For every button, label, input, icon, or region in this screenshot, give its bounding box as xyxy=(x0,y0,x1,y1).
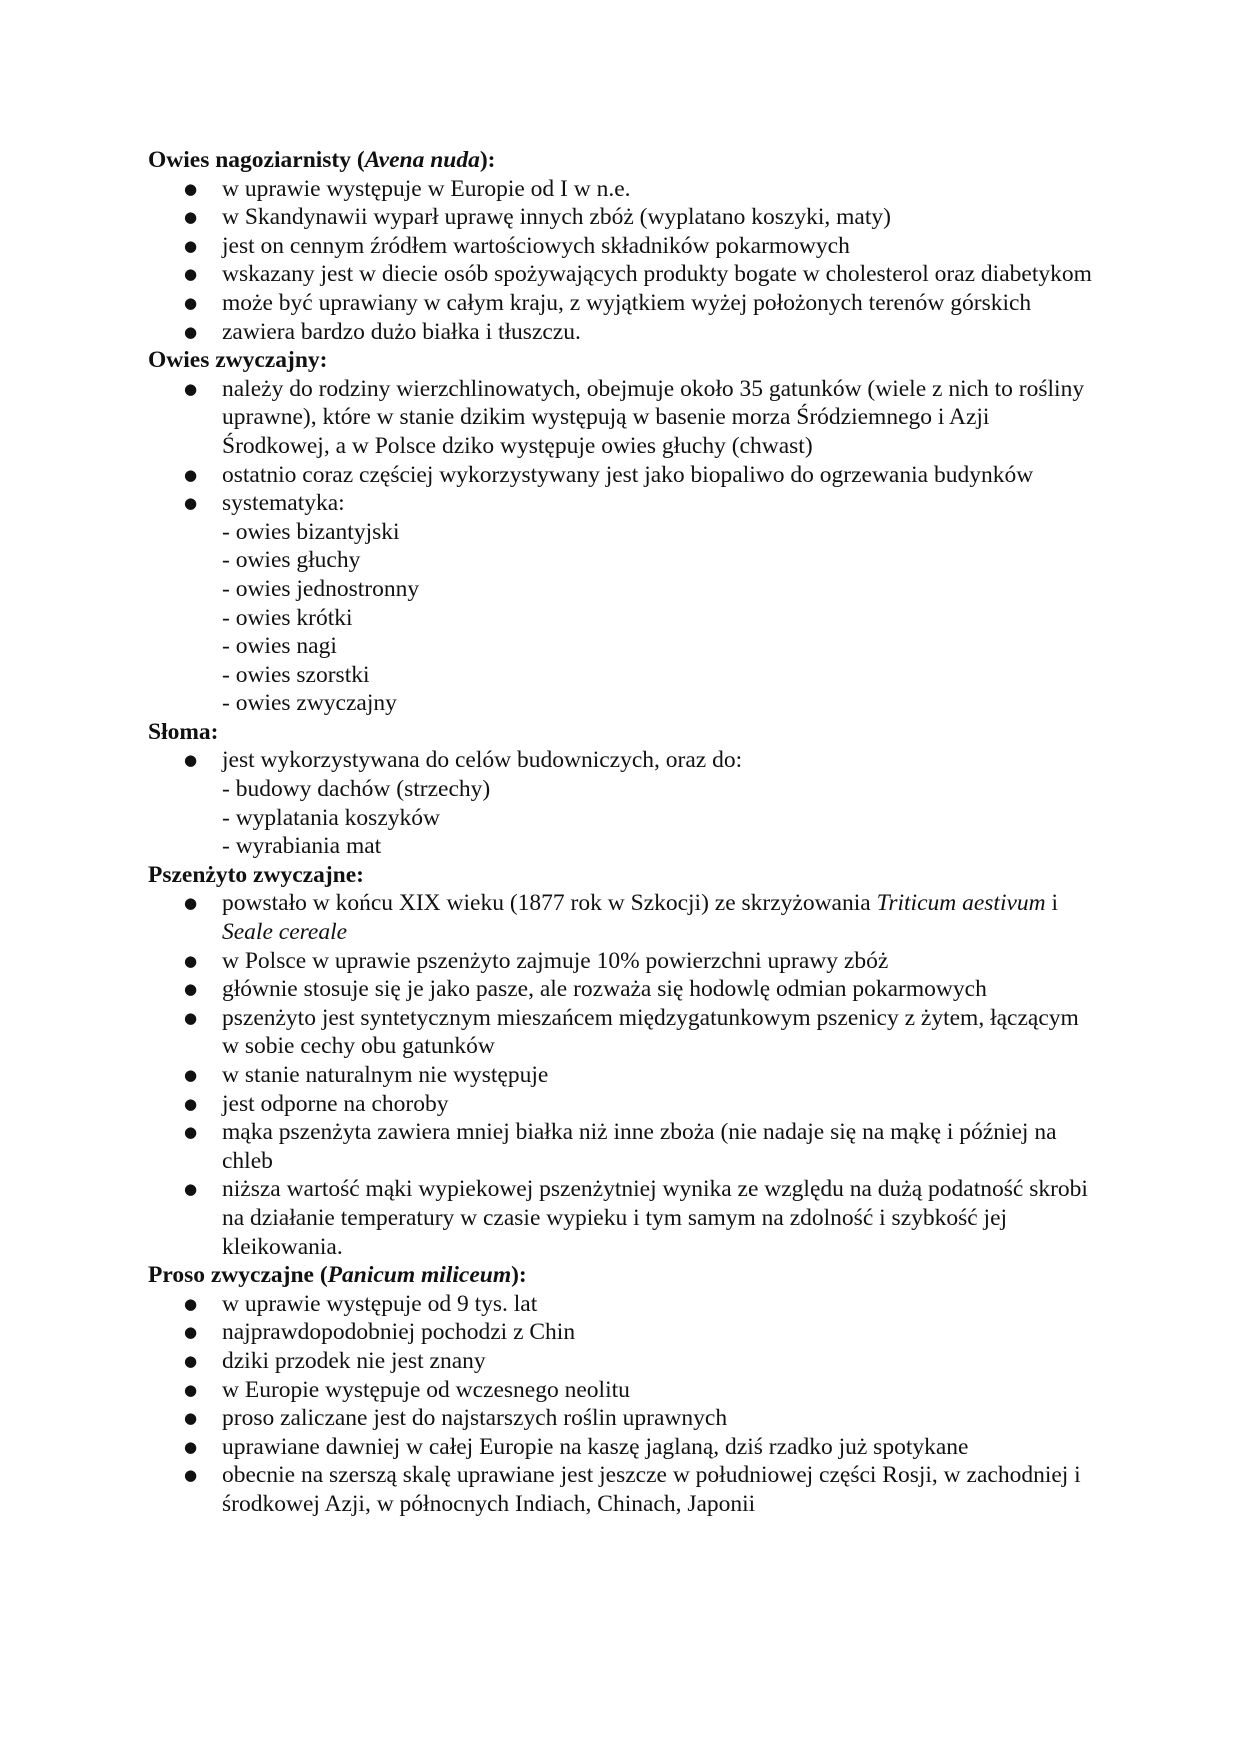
list-item: ● zawiera bardzo dużo białka i tłuszczu. xyxy=(148,318,1098,347)
sub-item: - owies jednostronny xyxy=(222,575,420,602)
list-item: ● pszenżyto jest syntetycznym mieszańcem międzygatunkowym pszenicy z żytem, łączącym w sobie cechy obu gatunków xyxy=(148,1004,1098,1061)
list-item: ● mąka pszenżyta zawiera mniej białka niż inne zboża (nie nadaje się na mąkę i później na chleb xyxy=(148,1118,1098,1175)
bullet-list-pszenzyto xyxy=(148,889,1098,1261)
sub-item: - owies szorstki xyxy=(222,661,370,688)
list-item: ● należy do rodziny wierzchlinowatych, obejmuje około 35 gatunków (wiele z nich to rośliny uprawne), które w stanie dzikim występują w basenie morza Śródziemnego i Azji Środkowej, a w Polsce dziko występuje owies głuchy (chwast) xyxy=(148,375,1098,461)
sub-item: - owies nagi xyxy=(222,633,337,660)
list-item: ● jest odporne na choroby xyxy=(148,1090,1098,1119)
list-item-systematyka xyxy=(148,489,1098,718)
sub-item: - owies bizantyjski xyxy=(222,518,400,545)
list-item: ● w uprawie występuje w Europie od I w n.e. xyxy=(148,175,1098,204)
section-heading-sloma: Słoma: xyxy=(148,718,219,745)
bullet-list-owies-zwyczajny xyxy=(148,375,1098,718)
section-heading-pszenzyto: Pszenżyto zwyczajne: xyxy=(148,861,364,888)
sub-item: - budowy dachów (strzechy) xyxy=(222,776,491,803)
list-item: ● w stanie naturalnym nie występuje xyxy=(148,1061,1098,1090)
list-item: ● w uprawie występuje od 9 tys. lat xyxy=(148,1290,1098,1319)
sub-item: - wyplatania koszyków xyxy=(222,804,440,831)
section-heading-owies-zwyczajny: Owies zwyczajny: xyxy=(148,347,328,374)
list-item: ● wskazany jest w diecie osób spożywających produkty bogate w cholesterol oraz diabetykom xyxy=(148,260,1098,289)
list-item: ● w Europie występuje od wczesnego neolitu xyxy=(148,1376,1098,1405)
list-item: ● ostatnio coraz częściej wykorzystywany jest jako biopaliwo do ogrzewania budynków xyxy=(148,461,1098,490)
list-item-label: systematyka: xyxy=(222,490,345,517)
list-item: ● dziki przodek nie jest znany xyxy=(148,1347,1098,1376)
section-heading-owies-nagoziarnisty: Owies nagoziarnisty (Avena nuda): xyxy=(148,147,496,173)
sub-item: - owies krótki xyxy=(222,604,353,631)
list-item: ● obecnie na szerszą skalę uprawiane jest jeszcze w południowej części Rosji, w zachodniej i środkowej Azji, w północnych Indiach, Chinach, Japonii xyxy=(148,1461,1098,1518)
sub-item: - wyrabiania mat xyxy=(222,833,382,860)
list-item: ● jest on cennym źródłem wartościowych składników pokarmowych xyxy=(148,232,1098,261)
list-item: ● głównie stosuje się je jako pasze, ale rozważa się hodowlę odmian pokarmowych xyxy=(148,975,1098,1004)
list-item: ● w Polsce w uprawie pszenżyto zajmuje 10% powierzchni uprawy zbóż xyxy=(148,947,1098,976)
list-item: ● najprawdopodobniej pochodzi z Chin xyxy=(148,1318,1098,1347)
sub-item: - owies zwyczajny xyxy=(222,690,397,717)
list-item: ● może być uprawiany w całym kraju, z wyjątkiem wyżej położonych terenów górskich xyxy=(148,289,1098,318)
bullet-list-proso-zwyczajne xyxy=(148,1290,1098,1519)
section-heading-proso-zwyczajne: Proso zwyczajne (Panicum miliceum): xyxy=(148,1262,527,1289)
list-item-label: jest wykorzystywana do celów budowniczych, oraz do: xyxy=(222,747,743,774)
list-item: ● niższa wartość mąki wypiekowej pszenżytniej wynika ze względu na dużą podatność skrobi na działanie temperatury w czasie wypieku i tym samym na zdolność i szybkość jej kleikowania. xyxy=(148,1175,1098,1261)
sub-item: - owies głuchy xyxy=(222,547,361,574)
list-item: ● w Skandynawii wyparł uprawę innych zbóż (wyplatano koszyki, maty) xyxy=(148,203,1098,232)
list-item: ● uprawiane dawniej w całej Europie na kaszę jaglaną, dziś rzadko już spotykane xyxy=(148,1433,1098,1462)
list-item: ● proso zaliczane jest do najstarszych roślin uprawnych xyxy=(148,1404,1098,1433)
document-body xyxy=(148,146,1098,1519)
list-item: ● powstało w końcu XIX wieku (1877 rok w Szkocji) ze skrzyżowania Triticum aestivum i Seale cereale xyxy=(148,889,1098,946)
bullet-list-owies-nagoziarnisty xyxy=(148,175,1098,347)
list-item xyxy=(148,746,1098,860)
bullet-list-sloma xyxy=(148,746,1098,860)
